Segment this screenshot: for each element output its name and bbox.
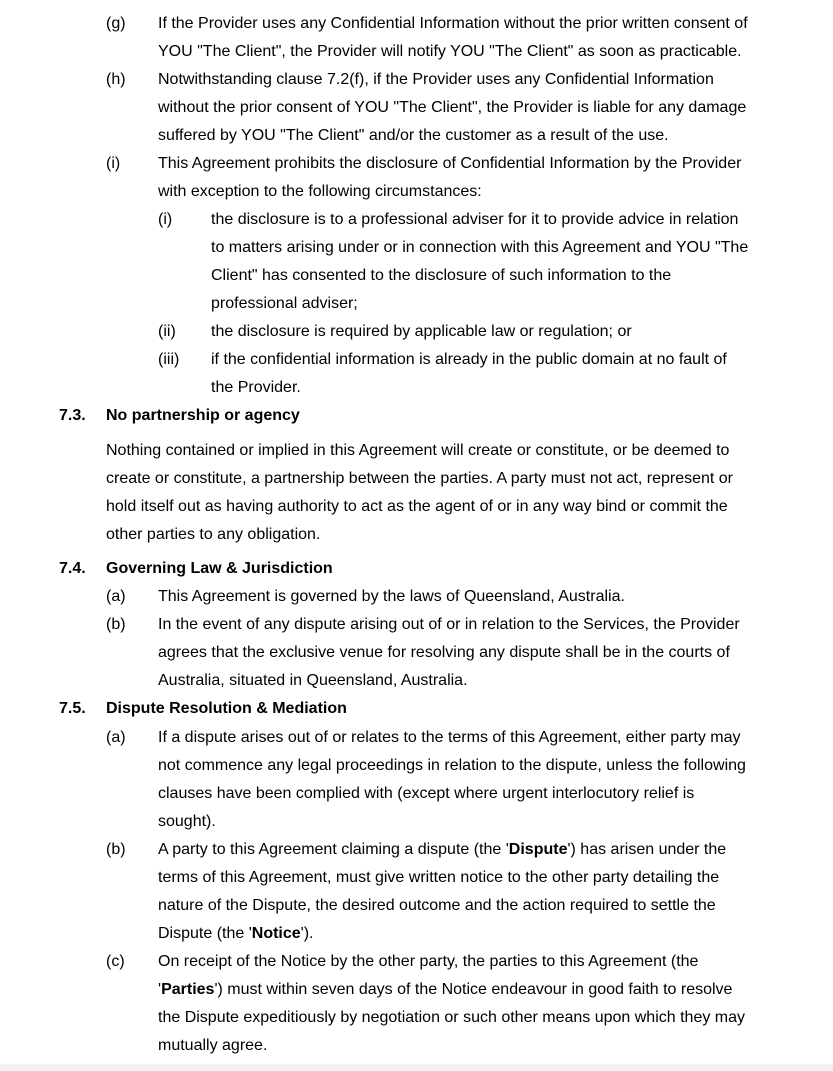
clause-g-line: YOU "The Client", the Provider will notify YOU "The Client" as soon as practicable. (158, 43, 742, 60)
clause-7-5-a-line: sought). (158, 813, 216, 830)
clause-i-line: This Agreement prohibits the disclosure of Confidential Information by the Provider (158, 155, 742, 172)
section-7-3-line: create or constitute, a partnership between the parties. A party must not act, represent or (106, 470, 734, 487)
section-number-7-4: 7.4. (59, 560, 86, 577)
page-bottom-edge (0, 1064, 833, 1071)
section-7-3-line: Nothing contained or implied in this Agreement will create or constitute, or be deemed to (106, 442, 730, 459)
clause-7-5-a-line: not commence any legal proceedings in relation to the dispute, unless the following (158, 757, 746, 774)
section-heading-7-4: Governing Law & Jurisdiction (106, 560, 333, 577)
defined-term-dispute: Dispute (508, 841, 568, 858)
clause-7-4-a-line: This Agreement is governed by the laws of Queensland, Australia. (158, 588, 625, 605)
clause-label-7-5-c: (c) (106, 953, 125, 970)
section-heading-7-5: Dispute Resolution & Mediation (106, 700, 347, 717)
clause-label-7-4-b: (b) (106, 616, 126, 633)
clause-h-line: suffered by YOU "The Client" and/or the customer as a result of the use. (158, 127, 669, 144)
defined-term-parties: Parties (161, 981, 215, 998)
subclause-ii-line: the disclosure is required by applicable law or regulation; or (211, 323, 632, 340)
clause-label-g: (g) (106, 15, 126, 32)
clause-7-5-a-line: clauses have been complied with (except where urgent interlocutory relief is (158, 785, 695, 802)
clause-label-7-5-b: (b) (106, 841, 126, 858)
section-number-7-5: 7.5. (59, 700, 86, 717)
clause-7-5-b-line (158, 840, 726, 860)
clause-7-4-b-line: In the event of any dispute arising out of or in relation to the Services, the Provider (158, 616, 740, 633)
subclause-i-line: professional adviser; (211, 295, 358, 312)
subclause-i-line: Client" has consented to the disclosure of such information to the (211, 267, 672, 284)
clause-7-5-c-line: mutually agree. (158, 1037, 268, 1054)
text-run: A party to this Agreement claiming a dispute (the ' (158, 841, 509, 858)
text-run: '). (300, 925, 314, 942)
subclause-label-i: (i) (158, 211, 173, 228)
subclause-label-iii: (iii) (158, 351, 180, 368)
subclause-iii-line: the Provider. (211, 379, 301, 396)
clause-7-5-b-line: nature of the Dispute, the desired outcome and the action required to settle the (158, 897, 716, 914)
subclause-i-line: to matters arising under or in connection with this Agreement and YOU "The (211, 239, 749, 256)
defined-term-notice: Notice (251, 925, 301, 942)
clause-label-7-4-a: (a) (106, 588, 126, 605)
text-run: ') must within seven days of the Notice endeavour in good faith to resolve (214, 981, 733, 998)
clause-label-h: (h) (106, 71, 126, 88)
clause-7-5-c-line: On receipt of the Notice by the other party, the parties to this Agreement (the (158, 953, 699, 970)
clause-label-7-5-a: (a) (106, 729, 126, 746)
subclause-i-line: the disclosure is to a professional adviser for it to provide advice in relation (211, 211, 739, 228)
clause-g-line: If the Provider uses any Confidential Information without the prior written consent of (158, 15, 748, 32)
clause-7-5-b-line: terms of this Agreement, must give written notice to the other party detailing the (158, 869, 720, 886)
text-run: Dispute (the ' (158, 925, 252, 942)
section-number-7-3: 7.3. (59, 407, 86, 424)
clause-7-4-b-line: Australia, situated in Queensland, Australia. (158, 672, 468, 689)
clause-label-i: (i) (106, 155, 121, 172)
subclause-iii-line: if the confidential information is already in the public domain at no fault of (211, 351, 727, 368)
section-7-3-line: hold itself out as having authority to act as the agent of or in any way bind or commit the (106, 498, 728, 515)
clause-7-5-c-line (158, 980, 732, 1000)
clause-h-line: without the prior consent of YOU "The Client", the Provider is liable for any damage (158, 99, 747, 116)
text-run: ') has arisen under the (567, 841, 727, 858)
clause-7-5-c-line: the Dispute expeditiously by negotiation or such other means upon which they may (158, 1009, 746, 1026)
clause-h-line: Notwithstanding clause 7.2(f), if the Provider uses any Confidential Information (158, 71, 714, 88)
section-7-3-line: other parties to any obligation. (106, 526, 321, 543)
subclause-label-ii: (ii) (158, 323, 176, 340)
section-heading-7-3: No partnership or agency (106, 407, 300, 424)
clause-7-5-b-line (158, 924, 314, 944)
text-run: ' (158, 981, 162, 998)
clause-7-5-a-line: If a dispute arises out of or relates to the terms of this Agreement, either party may (158, 729, 741, 746)
clause-7-4-b-line: agrees that the exclusive venue for resolving any dispute shall be in the courts of (158, 644, 730, 661)
clause-i-line: with exception to the following circumstances: (158, 183, 482, 200)
